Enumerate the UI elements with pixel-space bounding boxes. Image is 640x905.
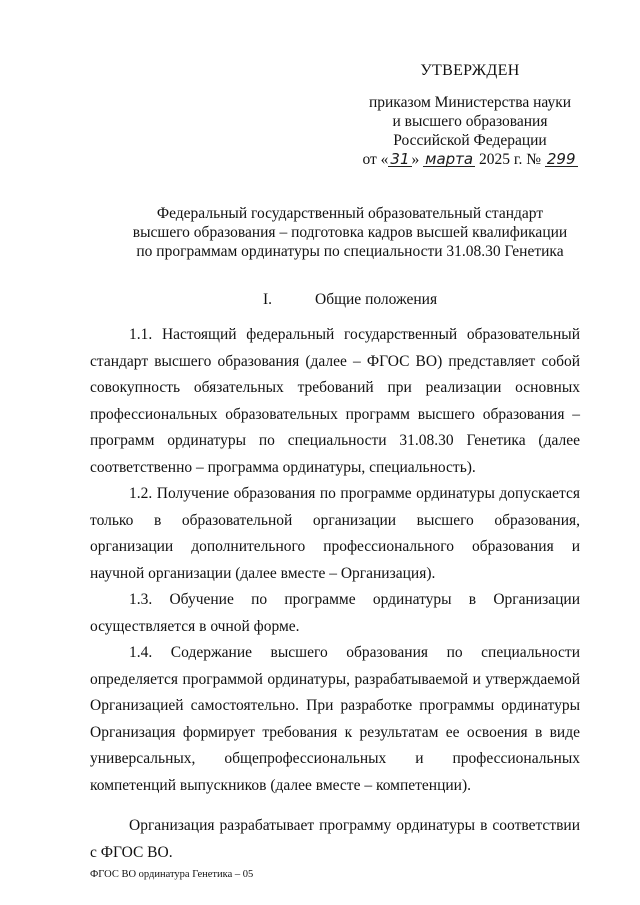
handwritten-day: 31 xyxy=(390,150,410,168)
paragraph-1-1: 1.1. Настоящий федеральный государственный образовательный стандарт высшего образования (далее – ФГОС ВО) представляет собой совокупность обязательных требований при реализации основных профессиональных образовательных программ высшего образования – программ ординатуры по специальности 31.08.30 Генетика (далее соответственно – программа ординатуры, специальность). xyxy=(90,326,580,476)
handwritten-month: марта xyxy=(425,150,474,168)
date-year: 2025 г. № xyxy=(478,151,542,168)
title-line-2: высшего образования – подготовка кадров высшей квалификации xyxy=(132,224,568,241)
paragraph-1-4: 1.4. Содержание высшего образования по специальности определяется программой ординатуры, разрабатываемой и утверждаемой Организацией самостоятельно. При разработке программы ординатуры Организация формирует требования к результатам ее освоения в виде универсальных, общепрофессиональных и профессиональных компетенций выпускников (далее вместе – компетенции). xyxy=(90,644,580,794)
approval-line-3: Российской Федерации xyxy=(393,132,547,149)
paragraph-organization: Организация разрабатывает программу ординатуры в соответствии с ФГОС ВО. xyxy=(90,817,580,861)
paragraph-1-3: 1.3. Обучение по программе ординатуры в Организации осуществляется в очной форме. xyxy=(90,591,580,635)
document-title xyxy=(80,204,620,261)
paragraph-1-2: 1.2. Получение образования по программе ординатуры допускается только в образовательной организации высшего образования, организации дополнительного профессионального образования и научной организации (далее вместе – Организация). xyxy=(90,485,580,582)
page-footer: ФГОС ВО ординатура Генетика – 05 xyxy=(90,869,254,880)
date-prefix: от « xyxy=(362,151,389,168)
title-line-1: Федеральный государственный образовательный стандарт xyxy=(156,205,544,222)
section-name: Общие положения xyxy=(315,291,438,308)
title-line-3: по программам ординатуры по специальности 31.08.30 Генетика xyxy=(136,243,564,260)
approval-heading: УТВЕРЖДЕН xyxy=(420,62,520,79)
approval-date-line xyxy=(360,150,580,170)
approval-block xyxy=(360,62,580,170)
handwritten-number: 299 xyxy=(546,150,576,168)
approval-line-2: и высшего образования xyxy=(392,113,548,130)
section-number: I. xyxy=(263,291,273,308)
approval-line-1: приказом Министерства науки xyxy=(368,94,572,111)
document-body xyxy=(90,322,580,866)
date-mid: » xyxy=(411,151,420,168)
